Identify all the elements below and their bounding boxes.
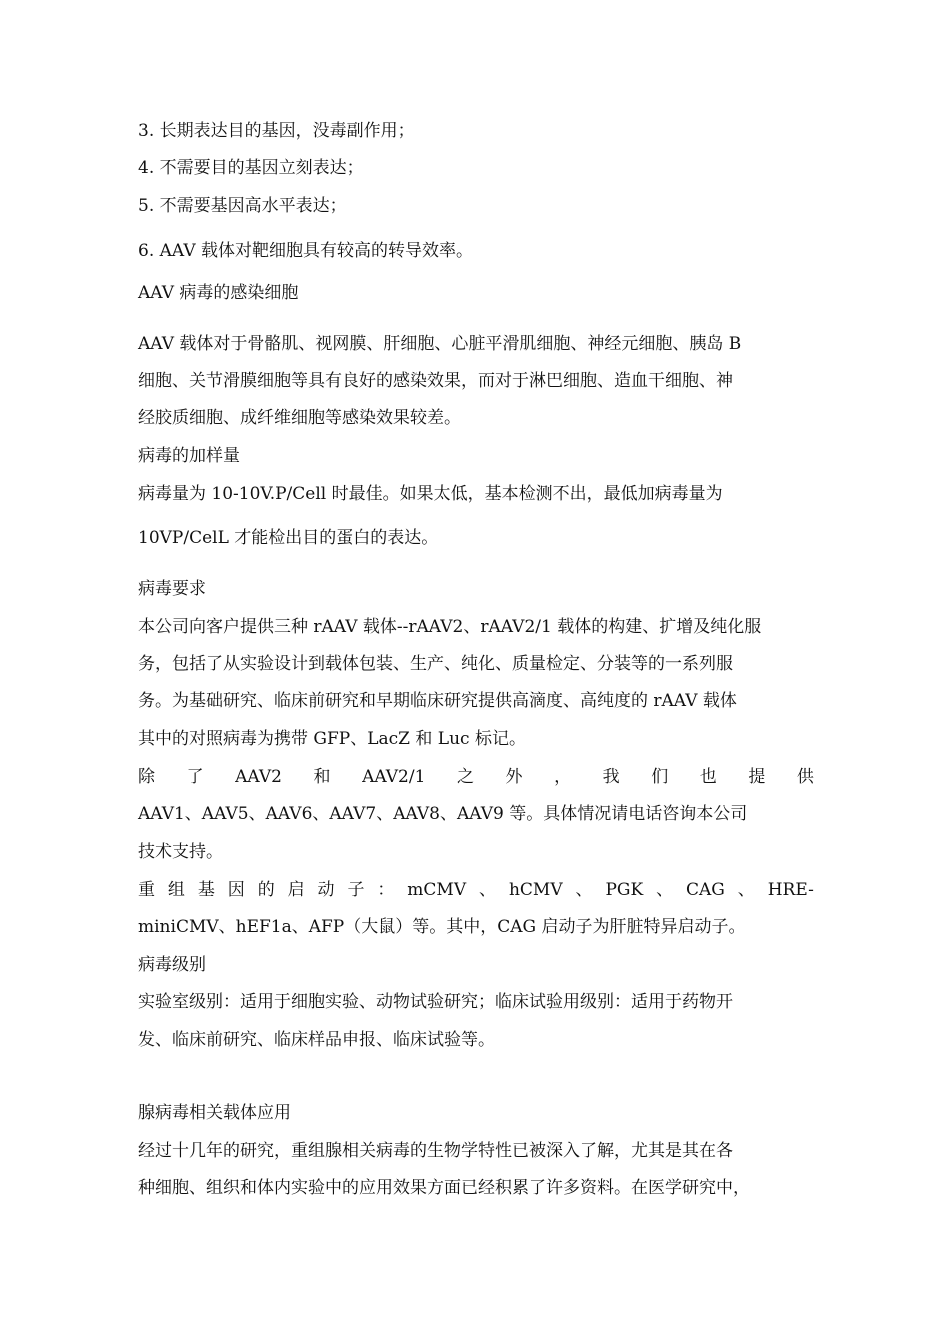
paragraph-line: 技术支持。 — [138, 842, 223, 862]
paragraph-line: 10VP/CelL 才能检出目的蛋白的表达。 — [138, 528, 439, 548]
word: 重 — [138, 880, 155, 900]
paragraph-line: 其中的对照病毒为携带 GFP、LacZ 和 Luc 标记。 — [138, 729, 526, 749]
heading-infect: AAV 病毒的感染细胞 — [138, 283, 299, 303]
word: hCMV — [508, 880, 563, 900]
word: 之 — [456, 767, 474, 787]
word: HRE- — [767, 880, 814, 900]
paragraph-line: AAV1、AAV5、AAV6、AAV7、AAV8、AAV9 等。具体情况请电话咨询本公司 — [138, 804, 748, 824]
justified-line — [138, 766, 814, 788]
word: 提 — [748, 767, 766, 787]
word: 、 — [479, 880, 497, 900]
paragraph-line: 病毒量为 10-10V.P/Cell 时最佳。如果太低，基本检测不出，最低加病毒量为 — [138, 484, 723, 504]
paragraph-line: 经胶质细胞、成纤维细胞等感染效果较差。 — [138, 408, 461, 428]
word: 和 — [313, 767, 331, 787]
heading-level: 病毒级别 — [138, 955, 206, 975]
word: 、 — [656, 880, 674, 900]
word: 供 — [796, 767, 814, 787]
word: 组 — [167, 880, 185, 900]
word: 我 — [602, 767, 620, 787]
word: 、 — [575, 880, 593, 900]
word: AAV2/1 — [362, 767, 426, 787]
word: AAV2 — [235, 767, 282, 787]
paragraph-line: miniCMV、hEF1a、AFP（大鼠）等。其中，CAG 启动子为肝脏特异启动子。 — [138, 917, 746, 937]
paragraph-line: 发、临床前研究、临床样品申报、临床试验等。 — [138, 1030, 495, 1050]
word: 子 — [347, 880, 365, 900]
heading-application: 腺病毒相关载体应用 — [138, 1103, 291, 1123]
heading-requirements: 病毒要求 — [138, 579, 206, 599]
paragraph-line: 经过十几年的研究，重组腺相关病毒的生物学特性已被深入了解，尤其是其在各 — [138, 1141, 733, 1161]
word: ， — [554, 767, 572, 787]
word: 动 — [317, 880, 335, 900]
word: mCMV — [407, 880, 467, 900]
word: 因 — [227, 880, 245, 900]
paragraph-line: 务，包括了从实验设计到载体包装、生产、纯化、质量检定、分装等的一系列服 — [138, 654, 733, 674]
word: 外 — [505, 767, 523, 787]
paragraph-line: 细胞、关节滑膜细胞等具有良好的感染效果，而对于淋巴细胞、造血干细胞、神 — [138, 371, 733, 391]
word: 的 — [257, 880, 275, 900]
word: 基 — [197, 880, 215, 900]
word: ： — [377, 880, 395, 900]
list-item-6: 6. AAV 载体对靶细胞具有较高的转导效率。 — [138, 241, 474, 261]
word: PGK — [605, 880, 644, 900]
list-item-3: 3. 长期表达目的基因，没毒副作用； — [138, 121, 415, 141]
word: 除 — [138, 767, 155, 787]
paragraph-line: 种细胞、组织和体内实验中的应用效果方面已经积累了许多资料。在医学研究中， — [138, 1178, 750, 1198]
word: 们 — [651, 767, 669, 787]
paragraph-line: 本公司向客户提供三种 rAAV 载体--rAAV2、rAAV2/1 载体的构建、扩增及纯化服 — [138, 617, 762, 637]
paragraph-line: 实验室级别：适用于细胞实验、动物试验研究；临床试验用级别：适用于药物开 — [138, 992, 733, 1012]
justified-line — [138, 879, 814, 901]
word: 启 — [287, 880, 305, 900]
list-item-5: 5. 不需要基因高水平表达； — [138, 196, 347, 216]
paragraph-line: AAV 载体对于骨骼肌、视网膜、肝细胞、心脏平滑肌细胞、神经元细胞、胰岛 B — [138, 334, 742, 354]
paragraph-line: 务。为基础研究、临床前研究和早期临床研究提供高滴度、高纯度的 rAAV 载体 — [138, 691, 737, 711]
word: 、 — [737, 880, 755, 900]
list-item-4: 4. 不需要目的基因立刻表达； — [138, 158, 364, 178]
word: 也 — [699, 767, 717, 787]
word: 了 — [186, 767, 204, 787]
heading-dose: 病毒的加样量 — [138, 446, 240, 466]
word: CAG — [686, 880, 725, 900]
